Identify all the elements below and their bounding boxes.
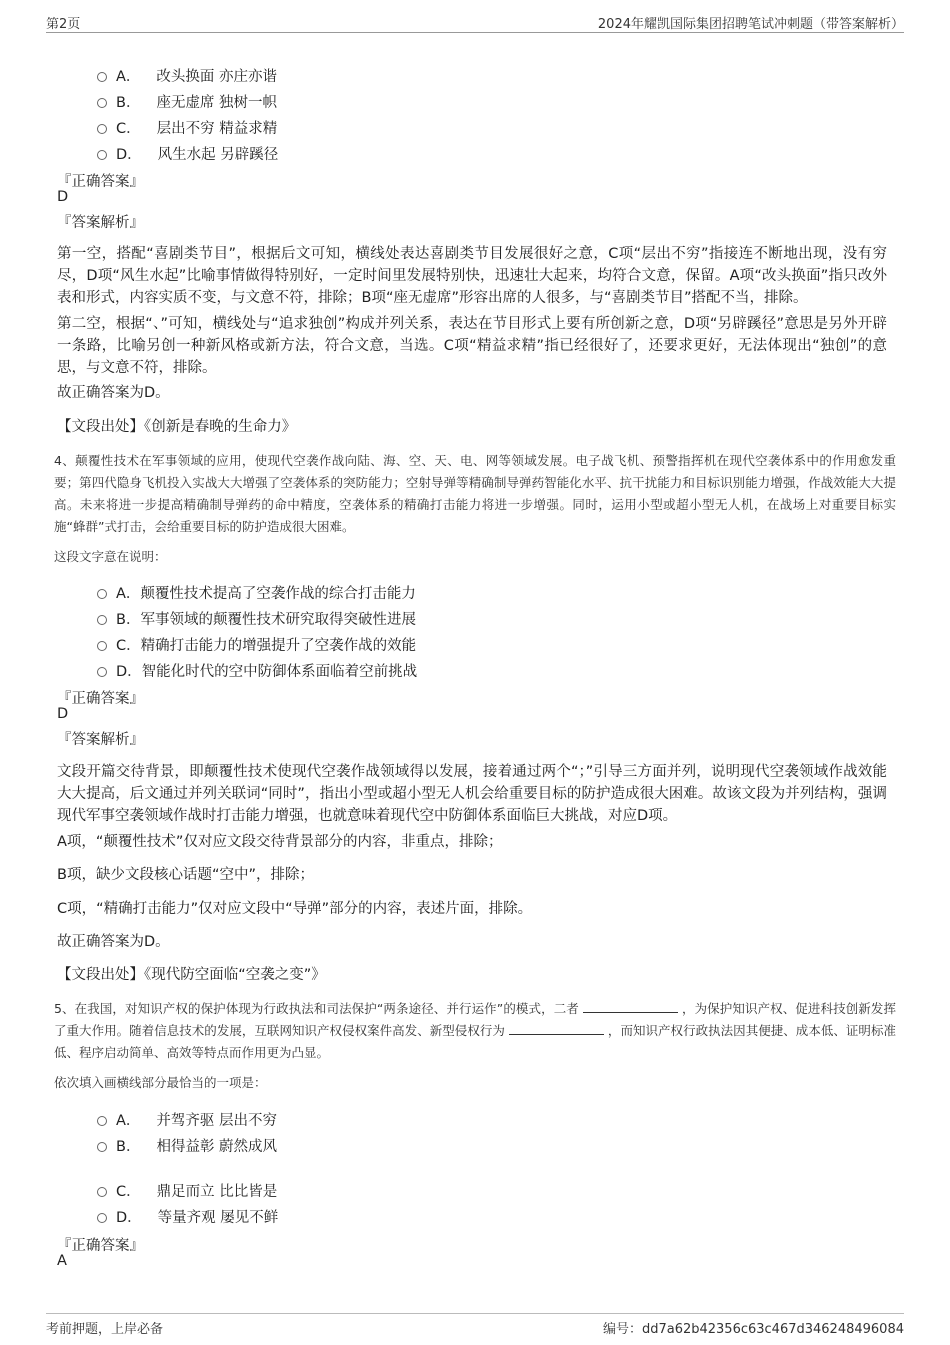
q5-answer-label: 『正确答案』 (57, 1238, 144, 1254)
q3-analysis-p1: 第一空，搭配“喜剧类节目”，根据后文可知，横线处表达喜剧类节目发展很好之意，C项“层出不穷”指接连不断地出现，没有穷尽，D项“风生水起”比喻事情做得特别好，一定时间里发展特别快，迅速壮大起来，均符合文意，保留。A项“改头换面”指只改外表和形式，内容实质不变，与文意不符，排除；B项“座无虚席”形容出席的人很多，与“喜剧类节目”搭配不当，排除。 (57, 246, 887, 306)
q3-option-b[interactable]: B． 座无虚席 独树一帜 (97, 91, 277, 112)
q4-source: 【文段出处】《现代防空面临“空袭之变”》 (57, 967, 326, 983)
q3-answer: D (57, 189, 69, 205)
q4-analysis-label: 『答案解析』 (57, 732, 144, 748)
radio-icon[interactable] (97, 641, 107, 651)
q4-analysis-b: B项，缺少文段核心话题“空中”，排除； (57, 867, 314, 883)
fill-blank-2 (509, 1022, 604, 1035)
radio-icon[interactable] (97, 72, 107, 82)
radio-icon[interactable] (97, 1213, 107, 1223)
page-header (46, 12, 904, 33)
q5-option-c[interactable]: C． 鼎足而立 比比皆是 (97, 1180, 277, 1201)
radio-icon[interactable] (97, 98, 107, 108)
q4-answer: D (57, 706, 69, 722)
q4-option-b[interactable]: B．军事领域的颠覆性技术研究取得突破性进展 (97, 608, 416, 629)
q4-analysis-p1: 文段开篇交待背景，即颠覆性技术使现代空袭作战领域得以发展，接着通过两个“；”引导三方面并列，说明现代空袭领域作战效能大大提高，后文通过并列关联词“同时”，指出小型或超小型无人机会给重要目标的防护造成很大困难。故该文段为并列结构，强调现代军事空袭领域作战时打击能力增强，也就意味着现代空中防御体系面临巨大挑战，对应D项。 (57, 764, 887, 824)
q5-answer: A (57, 1253, 67, 1269)
document-title: 2024年耀凯国际集团招聘笔试冲刺题（带答案解析） (597, 17, 904, 32)
q4-option-d[interactable]: D．智能化时代的空中防御体系面临着空前挑战 (97, 660, 417, 681)
q4-analysis-c: C项，“精确打击能力”仅对应文段中“导弹”部分的内容，表述片面，排除。 (57, 901, 533, 917)
q3-option-d[interactable]: D． 风生水起 另辟蹊径 (97, 143, 278, 164)
q3-conclusion: 故正确答案为D。 (57, 385, 170, 401)
document-code: 编号：dd7a62b42356c63c467d346248496084 (602, 1322, 904, 1337)
radio-icon[interactable] (97, 589, 107, 599)
radio-icon[interactable] (97, 1116, 107, 1126)
radio-icon[interactable] (97, 1187, 107, 1197)
q3-analysis-p2: 第二空，根据“、”可知，横线处与“追求独创”构成并列关系，表达在节目形式上要有所创新之意，D项“另辟蹊径”意思是另外开辟一条路，比喻另创一种新风格或新方法，符合文意，当选。C项“精益求精”指已经很好了，还要求更好，无法体现出“独创”的意思，与文意不符，排除。 (57, 316, 887, 376)
fill-blank-1 (583, 1000, 678, 1013)
q4-analysis-a: A项，“颠覆性技术”仅对应文段交待背景部分的内容，非重点，排除； (57, 834, 503, 850)
radio-icon[interactable] (97, 1142, 107, 1152)
footer-slogan: 考前押题，上岸必备 (46, 1322, 164, 1337)
q5-option-b[interactable]: B． 相得益彰 蔚然成风 (97, 1135, 277, 1156)
q4-answer-label: 『正确答案』 (57, 691, 144, 707)
q4-option-c[interactable]: C．精确打击能力的增强提升了空袭作战的效能 (97, 634, 416, 655)
q4-conclusion: 故正确答案为D。 (57, 934, 170, 950)
q3-answer-label: 『正确答案』 (57, 174, 144, 190)
radio-icon[interactable] (97, 150, 107, 160)
q5-text: 5、在我国，对知识产权的保护体现为行政执法和司法保护“两条途径、并行运作”的模式，二者 ，为保护知识产权、促进科技创新发挥了重大作用。随着信息技术的发展，互联网知识产权侵权案件高发、新型侵权行为 ，而知识产权行政执法因其便捷、成本低、证明标准低、程序启动简单、高效等特点而作用更为凸显。 (54, 1001, 896, 1060)
q5-stem: 依次填入画横线部分最恰当的一项是： (54, 1075, 267, 1090)
q3-option-c[interactable]: C． 层出不穷 精益求精 (97, 117, 277, 138)
q3-option-a[interactable]: A． 改头换面 亦庄亦谐 (97, 65, 277, 86)
q4-option-a[interactable]: A．颠覆性技术提高了空袭作战的综合打击能力 (97, 582, 416, 603)
q3-analysis-label: 『答案解析』 (57, 215, 144, 231)
radio-icon[interactable] (97, 124, 107, 134)
radio-icon[interactable] (97, 615, 107, 625)
q3-source: 【文段出处】《创新是春晚的生命力》 (57, 419, 297, 435)
q5-option-a[interactable]: A． 并驾齐驱 层出不穷 (97, 1109, 277, 1130)
q4-text: 4、颠覆性技术在军事领域的应用，使现代空袭作战向陆、海、空、天、电、网等领域发展。电子战飞机、预警指挥机在现代空袭体系中的作用愈发重要；第四代隐身飞机投入实战大大增强了空袭体系的突防能力；空射导弹等精确制导弹药智能化水平、抗干扰能力和目标识别能力增强，作战效能大大提高。未来将进一步提高精确制导弹药的命中精度，空袭体系的精确打击能力将进一步增强。同时，运用小型或超小型无人机，在战场上对重要目标实施“蜂群”式打击，会给重要目标的防护造成很大困难。 (54, 453, 896, 534)
page-number: 第2页 (46, 17, 81, 32)
q5-option-d[interactable]: D． 等量齐观 屡见不鲜 (97, 1206, 278, 1227)
page-footer (46, 1313, 904, 1338)
q4-stem: 这段文字意在说明： (54, 549, 167, 564)
radio-icon[interactable] (97, 667, 107, 677)
